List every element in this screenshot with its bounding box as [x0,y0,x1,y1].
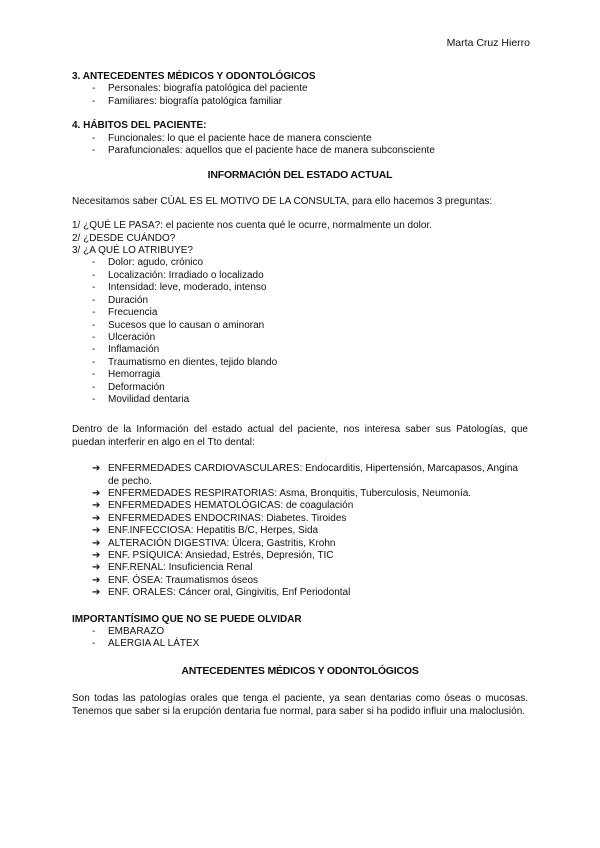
patologias-intro: Dentro de la Información del estado actual del paciente, nos interesa saber sus Patologías, que puedan interferir en algo en el Tto dental: [72,424,528,448]
estado-intro: Necesitamos saber CÚAL ES EL MOTIVO DE LA CONSULTA, para ello hacemos 3 preguntas: [72,195,493,207]
list-item: - Ulceración [92,332,528,344]
list-item: - Duración [92,295,528,307]
list-item: - Hemorragia [92,369,528,381]
list-item: ➔ ENFERMEDADES RESPIRATORIAS: Asma, Bronquitis, Tuberculosis, Neumonía. [92,487,472,499]
arrow-icon: ➔ [92,512,101,524]
list-item: ➔ ENF. ÓSEA: Traumatismos óseos [92,574,259,586]
list-item: ➔ ENF.RENAL: Insuficiencia Renal [92,562,253,574]
list-item: - EMBARAZO [92,626,528,638]
section-3-title: 3. ANTECEDENTES MÉDICOS Y ODONTOLÓGICOS [72,71,316,82]
list-item: - Familiares: biografía patológica familiar [92,96,528,108]
question-1: 1/ ¿QUÉ LE PASA?: el paciente nos cuenta qué le ocurre, normalmente un dolor. [72,220,433,232]
arrow-icon: ➔ [92,574,101,586]
list-item: - Inflamación [92,344,528,356]
list-item: ➔ ENFERMEDADES HEMATOLÓGICAS: de coagulación [92,500,354,512]
section-3-list [72,83,528,108]
list-item: - Dolor: agudo, crónico [92,257,528,269]
arrow-icon: ➔ [92,537,101,549]
list-item: - Sucesos que lo causan o aminoran [92,320,528,332]
list-item: - Frecuencia [92,307,528,319]
arrow-icon: ➔ [92,487,101,499]
list-item: ➔ ALTERACIÓN DIGESTIVA: Úlcera, Gastritis, Krohn [92,537,336,549]
section-4-list [72,133,528,158]
list-item: - Intensidad: leve, moderado, intenso [92,282,528,294]
question-2: 2/ ¿DESDE CUÁNDO? [72,232,176,244]
list-item: ➔ ENF.INFECCIOSA: Hepatitis B/C, Herpes, Sida [92,525,319,537]
arrow-icon: ➔ [92,463,101,475]
list-item: ➔ ENF. PSÍQUICA: Ansiedad, Estrés, Depresión, TIC [92,550,334,561]
list-item: ➔ ENF. ORALES: Cáncer oral, Gingivitis, Enf Periodontal [92,587,351,599]
arrow-icon: ➔ [92,500,101,512]
list-item: - Funcionales: lo que el paciente hace de manera consciente [92,133,528,145]
list-item: - Personales: biografía patológica del paciente [92,83,528,95]
section-4-title: 4. HÁBITOS DEL PACIENTE: [72,120,207,132]
list-item: - Localización: Irradiado o localizado [92,270,528,282]
document-content [72,71,528,718]
arrow-icon: ➔ [92,550,101,561]
arrow-icon: ➔ [92,562,101,574]
list-item: - ALERGIA AL LÁTEX [92,638,528,650]
patologias-list [72,463,528,599]
importante-list [72,626,528,651]
estado-actual-title: INFORMACIÓN DEL ESTADO ACTUAL [207,169,393,182]
list-item: - Traumatismo en dientes, tejido blando [92,357,528,369]
list-item: - Deformación [92,382,528,394]
arrow-icon: ➔ [92,587,101,599]
antecedentes-body: Son todas las patologías orales que tenga el paciente, ya sean dentarias como óseas o mucosas. Tenemos que saber si la erupción dentaria fue normal, para saber si ha podido influir una maloclusión. [72,693,528,717]
importante-title: IMPORTANTÍSIMO QUE NO SE PUEDE OLVIDAR [72,613,302,625]
list-item: - Movilidad dentaria [92,394,528,406]
list-item: ➔ ENFERMEDADES ENDOCRINAS: Diabetes. Tiroides [92,512,347,524]
atribuye-list [72,257,528,406]
antecedentes-title: ANTECEDENTES MÉDICOS Y ODONTOLÓGICOS [181,664,419,677]
list-item: - Parafuncionales: aquellos que el paciente hace de manera subconsciente [92,145,528,157]
list-item: ➔ ENFERMEDADES CARDIOVASCULARES: Endocarditis, Hipertensión, Marcapasos, Angina de pecho. [92,463,518,487]
arrow-icon: ➔ [92,525,101,537]
author-name: Marta Cruz Hierro [446,37,530,49]
question-3: 3/ ¿A QUÉ LO ATRIBUYE? [72,245,193,257]
